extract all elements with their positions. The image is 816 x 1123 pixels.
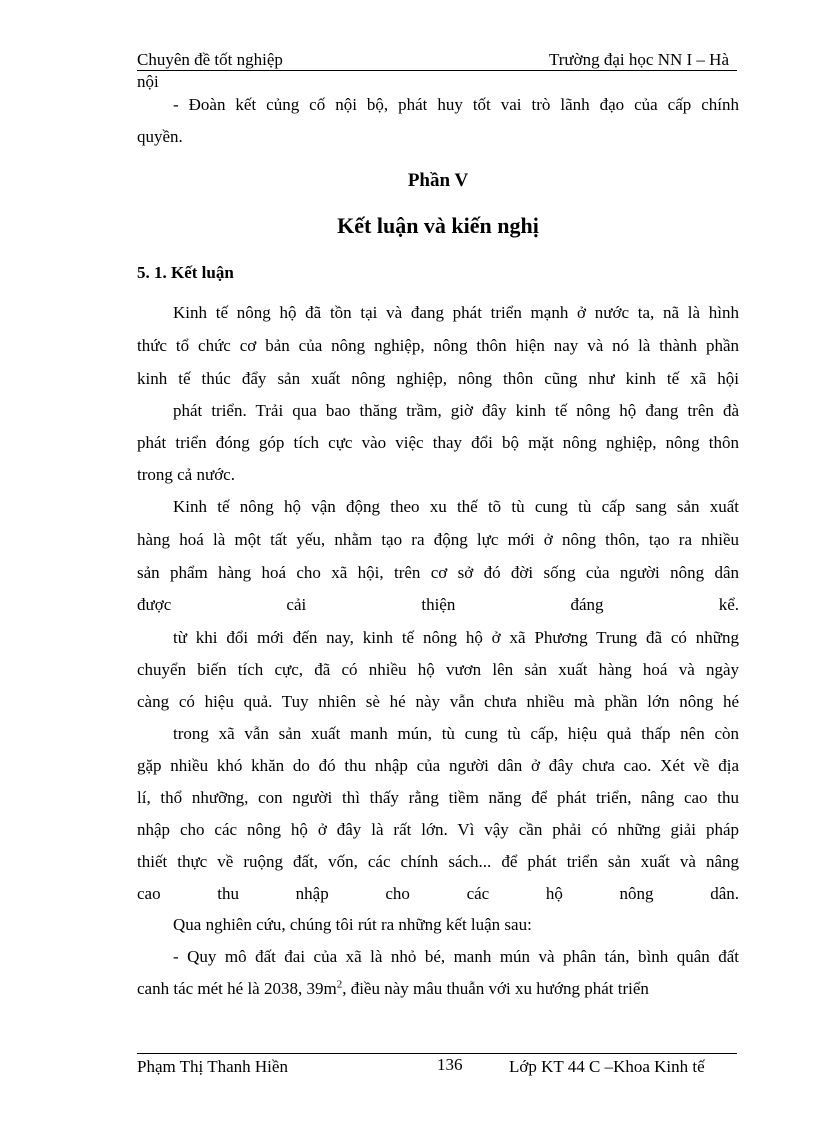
text-line: trong xã vẫn sản xuất manh mún, tù cung tù cấp, hiệu quả thấp nên còn [173,724,739,743]
page-number: 136 [437,1055,463,1074]
text-line: hàng hoá là một tất yếu, nhằm tạo ra động lực mới ở nông thôn, tạo ra nhiều [137,530,739,549]
section-heading: 5. 1. Kết luận [137,263,234,282]
text-line: cao thu nhập cho các hộ nông dân. [137,884,739,903]
text-segment: , điều này mâu thuẫn với xu hướng phát triển [342,979,649,998]
text-line: kinh tế thúc đẩy sản xuất nông nghiệp, nông thôn cũng như kinh tế xã hội [137,369,739,388]
text-line: thiết thực về ruộng đất, vốn, các chính sách... để phát triển sản xuất và nâng [137,852,739,871]
text-line: gặp nhiều khó khăn do đó thu nhập của người dân ở đây chưa cao. Xét về địa [137,756,739,775]
text-line: thức tổ chức cơ bản của nông nghiệp, nông thôn hiện nay và nó là thành phần [137,336,739,355]
text-line: Kinh tế nông hộ vận động theo xu thế tõ tù cung tù cấp sang sản xuất [173,497,739,516]
text-line: Qua nghiên cứu, chúng tôi rút ra những kết luận sau: [173,915,532,934]
chapter-title: Kết luận và kiến nghị [337,213,539,238]
text-line: trong cả nước. [137,465,235,484]
superscript: 2 [336,978,343,991]
text-line: quyền. [137,127,183,146]
text-line: - Đoàn kết củng cố nội bộ, phát huy tốt vai trò lãnh đạo của cấp chính [173,95,739,114]
text-line: sản phẩm hàng hoá cho xã hội, trên cơ sở đó đời sống của người nông dân [137,563,739,582]
text-line: - Quy mô đất đai của xã là nhỏ bé, manh mún và phân tán, bình quân đất [173,947,739,966]
text-line: nhập cho các nông hộ ở đây là rất lớn. Vì vậy cần phải có những giải pháp [137,820,739,839]
footer-class: Lớp KT 44 C –Khoa Kinh tế [509,1057,705,1076]
text-line: càng có hiệu quả. Tuy nhiên sè hé này vẫn chưa nhiều mà phần lớn nông hé [137,692,739,711]
text-line [137,978,649,1000]
text-line: được cải thiện đáng kể. [137,595,739,614]
header-continuation: nội [137,72,159,91]
header-left-text: Chuyên đề tốt nghiệp [137,50,283,69]
text-line: phát triển. Trải qua bao thăng trầm, giờ đây kinh tế nông hộ đang trên đà [173,401,739,420]
text-line: lí, thổ nhưỡng, con người thì thấy rằng tiềm năng để phát triển, nâng cao thu [137,788,739,807]
header-right-text: Trường đại học NN I – Hà [548,50,729,69]
footer-author: Phạm Thị Thanh Hiền [137,1057,288,1076]
text-line: Kinh tế nông hộ đã tồn tại và đang phát triển mạnh ở nước ta, nã là hình [173,303,739,322]
page-header [137,50,737,71]
page-footer [137,1053,737,1078]
text-line: từ khi đổi mới đến nay, kinh tế nông hộ ở xã Phương Trung đã có những [173,628,739,647]
text-segment: canh tác mét hé là 2038, 39m [137,979,337,998]
part-title: Phần V [407,170,469,191]
text-line: chuyển biến tích cực, đã có nhiều hộ vươn lên sản xuất hàng hoá và ngày [137,660,739,679]
text-line: phát triển đóng góp tích cực vào việc thay đổi bộ mặt nông nghiệp, nông thôn [137,433,739,452]
